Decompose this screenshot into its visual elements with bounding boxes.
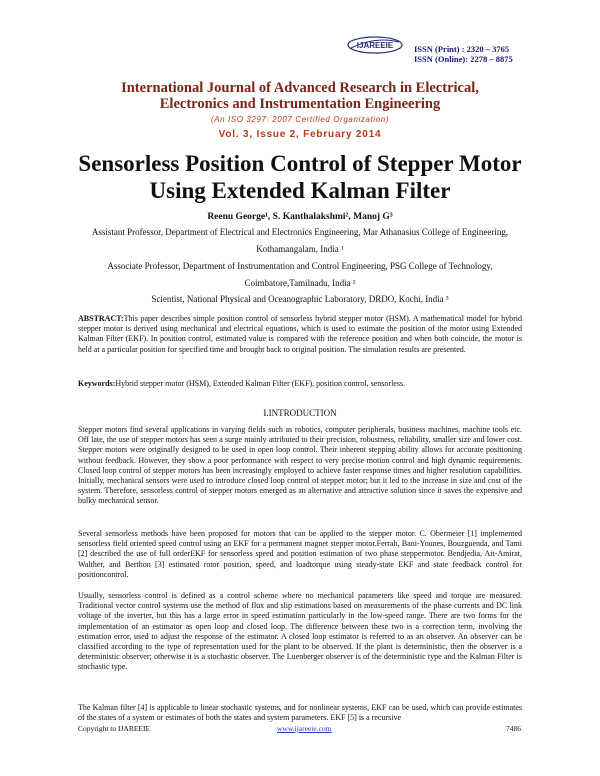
paper-title-line1: Sensorless Position Control of Stepper Motor — [78, 151, 522, 176]
affiliation-3: Scientist, National Physical and Oceanographic Laboratory, DRDO, Kochi, India ³ — [151, 294, 449, 304]
abstract-label: ABSTRACT: — [78, 314, 124, 323]
logo-text: IJAREEIE — [356, 41, 394, 50]
intro-paragraph-4: The Kalman filter [4] is applicable to linear stochastic systems, and for nonlinear systems, EKF can be used, which can provide estimates of the states of a system or estimates of both the states and system parameters. EKF [5] is a recursive — [78, 703, 522, 723]
iso-certification: (An ISO 3297: 2007 Certified Organization) — [210, 115, 390, 124]
issn-online: ISSN (Online): 2278 – 8875 — [414, 54, 513, 64]
affiliation-1: Assistant Professor, Department of Electrical and Electronics Engineering, Mar Athanasius College of Engineering, — [91, 227, 509, 237]
paper-title-line2: Using Extended Kalman Filter — [149, 178, 451, 203]
intro-paragraph-1: Stepper motors find several applications in varying fields such as robotics, computer peripherals, business machines, machine tools etc. Off late, the use of stepper motors has seen a surge mainly attributed to their precision, robustness, reliability, smaller size and lower cost. Stepper motors were originally designed to be used in open loop control. Their inherent stepping ability allows for accurate positioning without feedback. However, they show a poor performance with respect to very precise motion control and high dynamic requirements. Closed loop control of stepper motors has been increasingly employed to achieve faster response times and higher resolution capabilities. Initially, mechanical sensors were used to introduce closed loop control of stepper motor; but it led to the increase in size and cost of the system. Therefore, sensorless control of stepper motors emerged as an alternative and attractive solution since it saves the expensive and bulky mechanical sensor. — [78, 425, 522, 506]
volume-issue: Vol. 3, Issue 2, February 2014 — [218, 129, 382, 140]
issn-print: ISSN (Print) : 2320 – 3765 — [414, 44, 510, 54]
affiliation-2: Associate Professor, Department of Instrumentation and Control Engineering, PSG College of Technology, — [107, 261, 493, 271]
section-heading-introduction: I.INTRODUCTION — [263, 408, 337, 418]
journal-name-line2: Electronics and Instrumentation Engineering — [159, 96, 441, 112]
authors: Reenu George¹, S. Kanthalakshmi², Manoj G³ — [207, 212, 393, 222]
footer-copyright: Copyright to IJAREEIE — [78, 724, 151, 733]
keywords — [78, 379, 522, 389]
abstract-text: This paper describes simple position control of sensorless hybrid stepper motor (HSM). A mathematical model for hybrid stepper motor is derived using mechanical and electrical equations, which is used to estimate the position of the motor using Extended Kalman Filter (EKF). In position control, estimated value is compared with the reference position and when both coincide, the motor is held at a particular position for specified time and brought back to original position. The simulation results are presented. — [78, 314, 522, 354]
journal-name-line1: International Journal of Advanced Research in Electrical, — [121, 80, 479, 96]
intro-paragraph-2: Several sensorless methods have been proposed for motors that can be applied to the stepper motor. C. Obermeier [1] implemented sensorless field oriented speed control using an EKF for a permanent magnet stepper motor.Ferrah, Bani-Younes, Bouzguenda, and Tami [2] described the use of full orderEKF for sensorless speed and position estimation of two phase steppermotor. Bendjedia, Ait-Amirat, Walther, and Berthon [3] estimated rotor position, speed, and loadtorque using steady-state EKF and state feedback control for positioncontrol. — [78, 529, 522, 579]
intro-paragraph-3: Usually, sensorless control is defined as a control scheme where no mechanical parameters like speed and torque are measured. Traditional vector control systems use the method of flux and slip estimations based on measurements of the phase currents and DC link voltage of the inverter, but this has a large error in speed estimation particularly in the low-speed range. There are two forms for the implementation of an estimator as open loop and closed loop. The difference between these two is a correction term, involving the estimation error, used to adjust the response of the estimator. A closed loop estimator is referred to as an observer. An observer can be classified according to the type of representation used for the plant to be observed. If the plant is deterministic, then the observer is a deterministic observer; otherwise it is a stochastic observer. The Luenberger observer is of the deterministic type and the Kalman Filter is stochastic type. — [78, 591, 522, 672]
page-number: 7486 — [506, 724, 521, 733]
footer-url-link[interactable]: www.ijareeie.com — [277, 724, 332, 733]
affiliation-1-location: Kothamangalam, India ¹ — [256, 244, 344, 254]
keywords-text: Hybrid stepper motor (HSM), Extended Kalman Filter (EKF), position control, sensorless. — [115, 379, 406, 388]
affiliation-2-location: Coimbatore,Tamilnadu, India ² — [244, 278, 356, 288]
journal-logo — [345, 34, 405, 56]
abstract — [78, 314, 522, 355]
keywords-label: Keywords: — [78, 379, 116, 388]
